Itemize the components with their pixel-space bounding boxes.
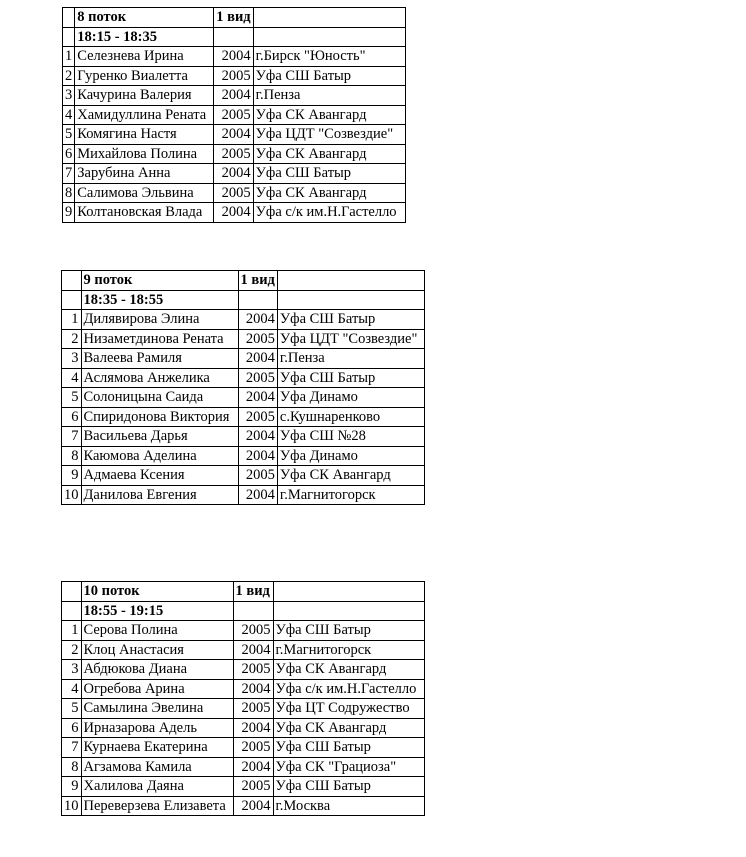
table-row xyxy=(63,203,406,223)
flow-title: 9 поток xyxy=(81,271,238,291)
table-row xyxy=(62,699,425,719)
birth-year: 2005 xyxy=(233,777,273,797)
club-name: Уфа СШ Батыр xyxy=(277,310,424,330)
birth-year: 2005 xyxy=(238,368,277,388)
club-name: Уфа СК "Грациоза" xyxy=(273,757,424,777)
table-row xyxy=(62,718,425,738)
participant-number: 10 xyxy=(62,485,82,505)
table-header-row xyxy=(63,8,406,28)
empty-cell xyxy=(273,582,424,602)
empty-cell xyxy=(277,271,424,291)
participant-name: Валеева Рамиля xyxy=(81,349,238,369)
birth-year: 2004 xyxy=(233,718,273,738)
flow-table-9 xyxy=(61,270,425,505)
participant-number: 8 xyxy=(63,183,75,203)
table-row xyxy=(62,446,425,466)
club-name: Уфа СК Авангард xyxy=(253,183,405,203)
participant-name: Спиридонова Виктория xyxy=(81,407,238,427)
birth-year: 2004 xyxy=(238,388,277,408)
club-name: Уфа ЦДТ "Созвездие" xyxy=(253,125,405,145)
empty-cell xyxy=(62,601,82,621)
table-row xyxy=(63,183,406,203)
participant-name: Халилова Даяна xyxy=(81,777,233,797)
participant-name: Адмаева Ксения xyxy=(81,466,238,486)
participant-number: 10 xyxy=(62,796,82,816)
birth-year: 2004 xyxy=(238,427,277,447)
empty-cell xyxy=(253,27,405,47)
birth-year: 2005 xyxy=(233,660,273,680)
event-label: 1 вид xyxy=(233,582,273,602)
participant-number: 6 xyxy=(62,407,82,427)
participant-number: 1 xyxy=(62,621,82,641)
table-row xyxy=(62,640,425,660)
birth-year: 2004 xyxy=(233,640,273,660)
table-row xyxy=(62,738,425,758)
participant-number: 9 xyxy=(62,777,82,797)
participant-name: Комягина Настя xyxy=(75,125,214,145)
birth-year: 2004 xyxy=(214,47,253,67)
participant-number: 1 xyxy=(62,310,82,330)
birth-year: 2004 xyxy=(238,349,277,369)
table-row xyxy=(63,144,406,164)
event-label: 1 вид xyxy=(214,8,253,28)
club-name: Уфа СШ Батыр xyxy=(273,777,424,797)
participant-name: Огребова Арина xyxy=(81,679,233,699)
club-name: г.Пенза xyxy=(253,86,405,106)
table-row xyxy=(62,660,425,680)
participant-name: Васильева Дарья xyxy=(81,427,238,447)
table-row xyxy=(62,757,425,777)
participant-number: 8 xyxy=(62,757,82,777)
table-row xyxy=(62,621,425,641)
participant-number: 4 xyxy=(62,368,82,388)
participant-number: 5 xyxy=(62,388,82,408)
participant-name: Зарубина Анна xyxy=(75,164,214,184)
participant-name: Самылина Эвелина xyxy=(81,699,233,719)
birth-year: 2005 xyxy=(233,699,273,719)
empty-cell xyxy=(273,601,424,621)
flow-table-10 xyxy=(61,581,425,816)
club-name: Уфа ЦТ Содружество xyxy=(273,699,424,719)
participant-name: Курнаева Екатерина xyxy=(81,738,233,758)
flow-table-8 xyxy=(62,7,406,223)
participant-number: 3 xyxy=(62,349,82,369)
participant-number: 4 xyxy=(62,679,82,699)
birth-year: 2004 xyxy=(233,796,273,816)
club-name: г.Магнитогорск xyxy=(277,485,424,505)
participant-number: 3 xyxy=(62,660,82,680)
participant-name: Качурина Валерия xyxy=(75,86,214,106)
birth-year: 2005 xyxy=(233,738,273,758)
participant-name: Солоницына Саида xyxy=(81,388,238,408)
empty-cell xyxy=(214,27,253,47)
club-name: Уфа Динамо xyxy=(277,388,424,408)
flow-time: 18:55 - 19:15 xyxy=(81,601,233,621)
club-name: Уфа СШ Батыр xyxy=(253,66,405,86)
club-name: г.Магнитогорск xyxy=(273,640,424,660)
participant-number: 3 xyxy=(63,86,75,106)
participant-name: Абдюкова Диана xyxy=(81,660,233,680)
birth-year: 2005 xyxy=(214,66,253,86)
table-row xyxy=(63,86,406,106)
participant-number: 7 xyxy=(62,738,82,758)
club-name: Уфа Динамо xyxy=(277,446,424,466)
time-row xyxy=(62,290,425,310)
participant-number: 7 xyxy=(63,164,75,184)
participant-name: Михайлова Полина xyxy=(75,144,214,164)
table-row xyxy=(63,125,406,145)
club-name: Уфа СК Авангард xyxy=(273,660,424,680)
empty-cell xyxy=(238,290,277,310)
club-name: Уфа СШ Батыр xyxy=(277,368,424,388)
participant-name: Салимова Эльвина xyxy=(75,183,214,203)
club-name: г.Москва xyxy=(273,796,424,816)
birth-year: 2005 xyxy=(214,183,253,203)
table-row xyxy=(62,368,425,388)
time-row xyxy=(62,601,425,621)
table-header-row xyxy=(62,582,425,602)
birth-year: 2005 xyxy=(233,621,273,641)
club-name: г.Пенза xyxy=(277,349,424,369)
participant-number: 4 xyxy=(63,105,75,125)
table-row xyxy=(62,329,425,349)
table-row xyxy=(62,427,425,447)
birth-year: 2005 xyxy=(214,105,253,125)
club-name: Уфа СК Авангард xyxy=(253,144,405,164)
participant-name: Низаметдинова Рената xyxy=(81,329,238,349)
birth-year: 2004 xyxy=(214,125,253,145)
participant-name: Серова Полина xyxy=(81,621,233,641)
participant-name: Каюмова Аделина xyxy=(81,446,238,466)
table-row xyxy=(62,466,425,486)
participant-number: 6 xyxy=(62,718,82,738)
participant-name: Ирназарова Адель xyxy=(81,718,233,738)
birth-year: 2004 xyxy=(238,485,277,505)
table-row xyxy=(63,66,406,86)
club-name: г.Бирск "Юность" xyxy=(253,47,405,67)
table-row xyxy=(62,407,425,427)
table-row xyxy=(62,310,425,330)
participant-number: 8 xyxy=(62,446,82,466)
participant-number: 2 xyxy=(63,66,75,86)
club-name: Уфа СШ №28 xyxy=(277,427,424,447)
empty-cell xyxy=(63,8,75,28)
participant-number: 2 xyxy=(62,640,82,660)
participant-number: 1 xyxy=(63,47,75,67)
birth-year: 2004 xyxy=(238,446,277,466)
participant-number: 7 xyxy=(62,427,82,447)
birth-year: 2005 xyxy=(214,144,253,164)
participant-number: 9 xyxy=(62,466,82,486)
club-name: Уфа СШ Батыр xyxy=(273,621,424,641)
empty-cell xyxy=(277,290,424,310)
club-name: с.Кушнаренково xyxy=(277,407,424,427)
participant-name: Аслямова Анжелика xyxy=(81,368,238,388)
participant-number: 6 xyxy=(63,144,75,164)
empty-cell xyxy=(62,271,82,291)
participant-number: 9 xyxy=(63,203,75,223)
club-name: Уфа СК Авангард xyxy=(273,718,424,738)
empty-cell xyxy=(253,8,405,28)
birth-year: 2005 xyxy=(238,407,277,427)
participant-name: Переверзева Елизавета xyxy=(81,796,233,816)
participant-name: Колтановская Влада xyxy=(75,203,214,223)
club-name: Уфа СК Авангард xyxy=(253,105,405,125)
participant-name: Клоц Анастасия xyxy=(81,640,233,660)
participant-name: Хамидуллина Рената xyxy=(75,105,214,125)
club-name: Уфа СШ Батыр xyxy=(273,738,424,758)
birth-year: 2004 xyxy=(233,679,273,699)
table-header-row xyxy=(62,271,425,291)
empty-cell xyxy=(63,27,75,47)
participant-name: Агзамова Камила xyxy=(81,757,233,777)
flow-time: 18:35 - 18:55 xyxy=(81,290,238,310)
empty-cell xyxy=(62,290,82,310)
event-label: 1 вид xyxy=(238,271,277,291)
empty-cell xyxy=(233,601,273,621)
table-row xyxy=(63,47,406,67)
table-row xyxy=(63,105,406,125)
birth-year: 2004 xyxy=(214,203,253,223)
flow-title: 10 поток xyxy=(81,582,233,602)
participant-name: Селезнева Ирина xyxy=(75,47,214,67)
table-row xyxy=(63,164,406,184)
participant-name: Дилявирова Элина xyxy=(81,310,238,330)
flow-time: 18:15 - 18:35 xyxy=(75,27,214,47)
empty-cell xyxy=(62,582,82,602)
flow-title: 8 поток xyxy=(75,8,214,28)
table-row xyxy=(62,796,425,816)
club-name: Уфа с/к им.Н.Гастелло xyxy=(253,203,405,223)
club-name: Уфа с/к им.Н.Гастелло xyxy=(273,679,424,699)
club-name: Уфа СШ Батыр xyxy=(253,164,405,184)
birth-year: 2004 xyxy=(233,757,273,777)
club-name: Уфа ЦДТ "Созвездие" xyxy=(277,329,424,349)
participant-number: 5 xyxy=(63,125,75,145)
birth-year: 2004 xyxy=(214,164,253,184)
participant-name: Данилова Евгения xyxy=(81,485,238,505)
club-name: Уфа СК Авангард xyxy=(277,466,424,486)
birth-year: 2004 xyxy=(214,86,253,106)
time-row xyxy=(63,27,406,47)
participant-number: 2 xyxy=(62,329,82,349)
birth-year: 2004 xyxy=(238,310,277,330)
table-row xyxy=(62,388,425,408)
birth-year: 2005 xyxy=(238,466,277,486)
table-row xyxy=(62,679,425,699)
participant-name: Гуренко Виалетта xyxy=(75,66,214,86)
birth-year: 2005 xyxy=(238,329,277,349)
table-row xyxy=(62,485,425,505)
table-row xyxy=(62,777,425,797)
table-row xyxy=(62,349,425,369)
participant-number: 5 xyxy=(62,699,82,719)
